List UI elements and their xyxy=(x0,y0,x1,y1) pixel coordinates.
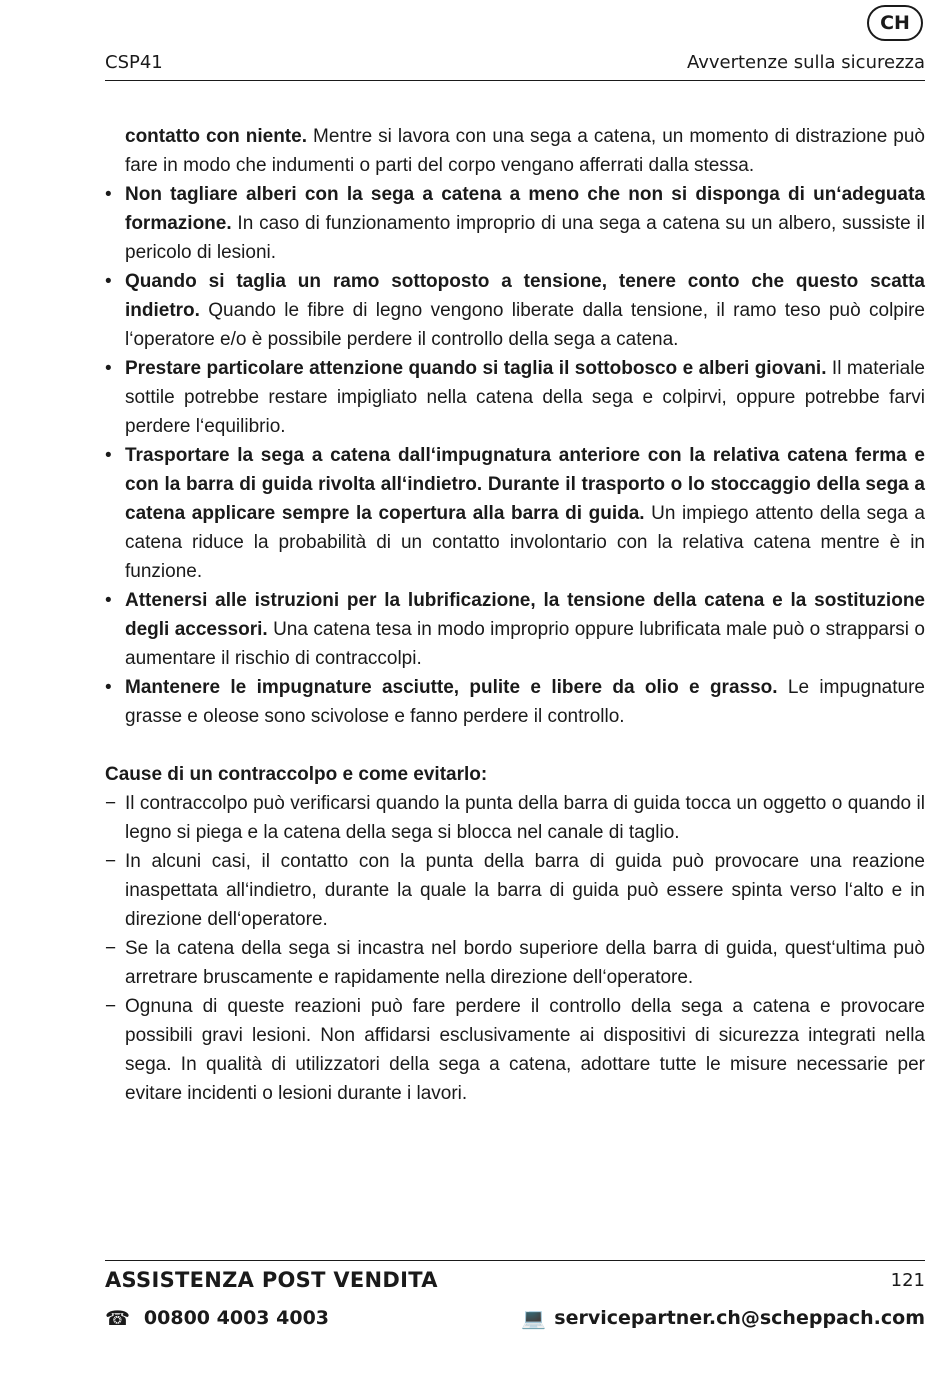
kickback-item: − Ognuna di queste reazioni può fare perdere il controllo della sega a catena e provocare possibili gravi lesioni. Non affidarsi esclusivamente ai dispositivi di sicurezza integrati nella sega. In qualità di utilizzatori della sega a catena, adottare tutte le misure necessarie per evitare incidenti o lesioni durante i lavori. xyxy=(105,992,925,1108)
computer-icon: 💻 xyxy=(521,1306,547,1330)
bullet-bold: Trasportare la sega a catena dall‘impugnatura anteriore con la relativa catena ferma e con la barra di guida rivolta all‘indietro. Durante il trasporto o lo stoccaggio della sega a catena applicare sempre la copertura alla barra di guida. xyxy=(125,445,925,524)
kickback-item: − Il contraccolpo può verificarsi quando la punta della barra di guida tocca un oggetto o quando il legno si piega e la catena della sega si blocca nel canale di taglio. xyxy=(105,789,925,847)
page-number: 121 xyxy=(890,1270,925,1291)
intro-text: Mentre si lavora con una sega a catena, un momento di distrazione può fare in modo che indumenti o parti del corpo vengano afferrati dalla stessa. xyxy=(125,126,925,176)
bullet-item xyxy=(105,267,925,354)
bullet-item xyxy=(105,441,925,586)
bullet-item xyxy=(105,354,925,441)
bullet-text: Una catena tesa in modo improprio oppure lubrificata male può o strapparsi o aumentare il rischio di contraccolpi. xyxy=(125,619,925,669)
kickback-item: − Se la catena della sega si incastra nel bordo superiore della barra di guida, quest‘ultima può arretrare bruscamente e rapidamente nella direzione dell‘operatore. xyxy=(105,934,925,992)
footer-divider xyxy=(105,1260,925,1261)
email-address: servicepartner.ch@scheppach.com xyxy=(554,1307,925,1329)
safety-bullet-list xyxy=(105,180,925,731)
bullet-bold: Prestare particolare attenzione quando si taglia il sottobosco e alberi giovani. xyxy=(125,358,827,379)
header-model: CSP41 xyxy=(105,52,163,73)
bullet-text: Quando le fibre di legno vengono liberate dalla tensione, il ramo teso può colpire l‘operatore e/o è possibile perdere il controllo della sega a catena. xyxy=(125,300,925,350)
kickback-section-title: Cause di un contraccolpo e come evitarlo: xyxy=(105,764,488,785)
page-content xyxy=(105,122,925,1108)
bullet-text: Il materiale sottile potrebbe restare impigliato nella catena della sega e colpirvi, oppure potrebbe farvi perdere l‘equilibrio. xyxy=(125,358,925,437)
country-badge: CH xyxy=(867,5,923,41)
kickback-list xyxy=(105,789,925,1108)
bullet-text: Un impiego attento della sega a catena riduce la probabilità di un contatto involontario con la relativa catena mentre è in funzione. xyxy=(125,503,926,582)
phone-number: 00800 4003 4003 xyxy=(143,1307,330,1329)
footer-title: ASSISTENZA POST VENDITA xyxy=(105,1268,438,1292)
bullet-bold: Attenersi alle istruzioni per la lubrificazione, la tensione della catena e la sostituzione degli accessori. xyxy=(125,590,925,640)
bullet-item xyxy=(105,180,925,267)
bullet-bold: Non tagliare alberi con la sega a catena a meno che non si disponga di un‘adeguata formazione. xyxy=(125,184,925,234)
header-section-title: Avvertenze sulla sicurezza xyxy=(686,52,925,73)
intro-bold: contatto con niente. xyxy=(125,126,307,147)
bullet-bold: Quando si taglia un ramo sottoposto a tensione, tenere conto che questo scatta indietro. xyxy=(125,271,925,321)
kickback-item: − In alcuni casi, il contatto con la punta della barra di guida può provocare una reazione inaspettata all‘indietro, durante la quale la barra di guida può essere spinta verso l‘alto e in direzione dell‘operatore. xyxy=(105,847,925,934)
header-divider xyxy=(105,80,925,81)
intro-paragraph xyxy=(105,122,925,180)
bullet-text: In caso di funzionamento improprio di una sega a catena su un albero, sussiste il pericolo di lesioni. xyxy=(125,213,925,263)
bullet-item xyxy=(105,673,925,731)
bullet-item xyxy=(105,586,925,673)
bullet-bold: Mantenere le impugnature asciutte, pulite e libere da olio e grasso. xyxy=(125,677,778,698)
email-contact xyxy=(521,1306,925,1330)
bullet-text: Le impugnature grasse e oleose sono scivolose e fanno perdere il controllo. xyxy=(125,677,925,727)
phone-contact xyxy=(105,1306,329,1330)
phone-icon: ☎ xyxy=(105,1306,130,1330)
